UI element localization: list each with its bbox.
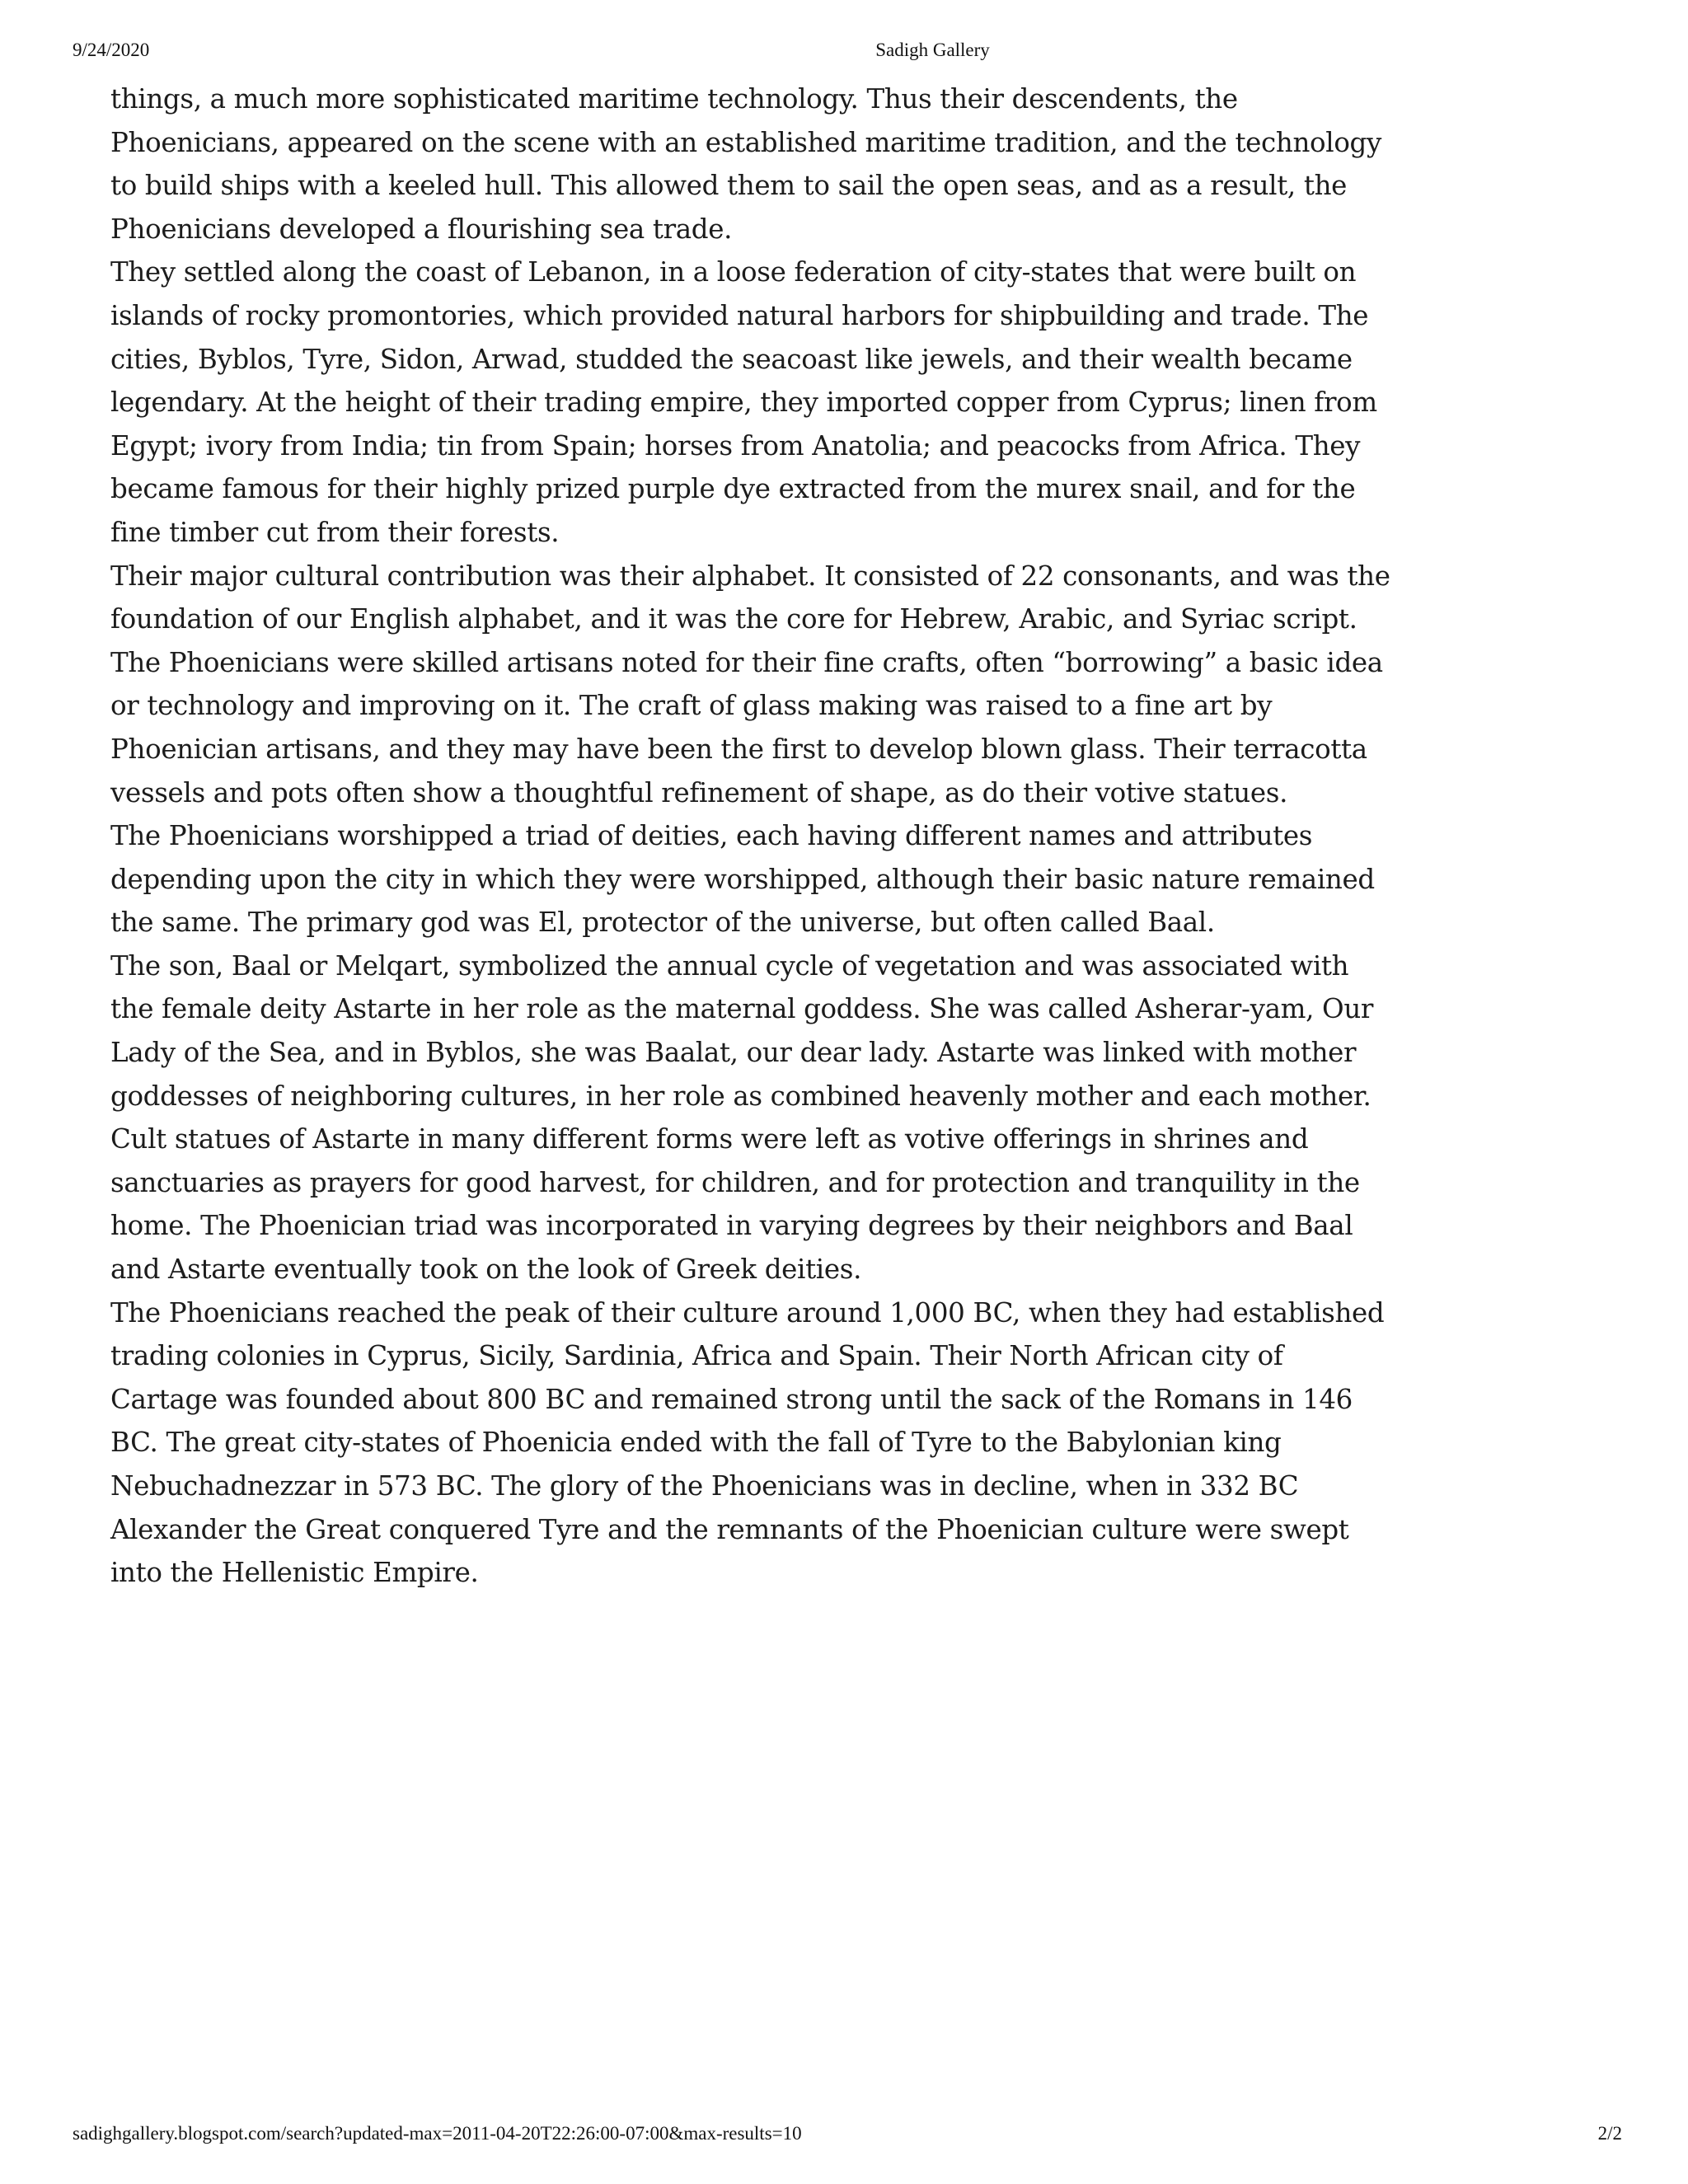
article-paragraph: The Phoenicians were skilled artisans noted for their fine crafts, often “borrowing” a basic idea or technology and improving on it. The craft of glass making was raised to a fine art by Phoenician artisans, and they may have been the first to develop blown glass. Their terracotta vessels and pots often show a thoughtful refinement of shape, as do their votive statues.	[110, 646, 1383, 808]
source-url: sadighgallery.blogspot.com/search?updated-max=2011-04-20T22:26:00-07:00&max-results=10	[73, 2123, 802, 2144]
page-number: 2/2	[1597, 2123, 1622, 2144]
article-paragraph: The son, Baal or Melqart, symbolized the annual cycle of vegetation and was associated with the female deity Astarte in her role as the maternal goddess. She was called Asherar-yam, Our Lady of the Sea, and in Byblos, she was Baalat, our dear lady. Astarte was linked with mother goddesses of neighboring cultures, in her role as combined heavenly mother and each mother. Cult statues of Astarte in many different forms were left as votive offerings in shrines and sanctuaries as prayers for good harvest, for children, and for protection and tranquility in the home. The Phoenician triad was incorporated in varying degrees by their neighbors and Baal and Astarte eventually took on the look of Greek deities.	[110, 949, 1374, 1286]
article-paragraph: The Phoenicians worshipped a triad of deities, each having different names and attributes depending upon the city in which they were worshipped, although their basic nature remained the same. The primary god was El, protector of the universe, but often called Baal.	[110, 820, 1375, 939]
article-paragraph: Their major cultural contribution was their alphabet. It consisted of 22 consonants, and was the foundation of our English alphabet, and it was the core for Hebrew, Arabic, and Syriac script.	[110, 560, 1390, 635]
article-paragraph: things, a much more sophisticated maritime technology. Thus their descendents, the Phoenicians, appeared on the scene with an established maritime tradition, and the technology to build ships with a keeled hull. This allowed them to sail the open seas, and as a result, the Phoenicians developed a flourishing sea trade.	[110, 83, 1382, 245]
article-paragraph: The Phoenicians reached the peak of their culture around 1,000 BC, when they had established trading colonies in Cyprus, Sicily, Sardinia, Africa and Spain. Their North African city of Cartage was founded about 800 BC and remained strong until the sack of the Romans in 146 BC. The great city-states of Phoenicia ended with the fall of Tyre to the Babylonian king Nebuchadnezzar in 573 BC. The glory of the Phoenicians was in decline, when in 332 BC Alexander the Great conquered Tyre and the remnants of the Phoenician culture were swept into the Hellenistic Empire.	[110, 1296, 1385, 1589]
print-date: 9/24/2020	[73, 40, 150, 60]
print-footer	[0, 2123, 1688, 2156]
article-body	[110, 77, 1396, 1595]
article-paragraph: They settled along the coast of Lebanon, in a loose federation of city-states that were built on islands of rocky promontories, which provided natural harbors for shipbuilding and trade. The cities, Byblos, Tyre, Sidon, Arwad, studded the seacoast like jewels, and their wealth became legendary. At the height of their trading empire, they imported copper from Cyprus; linen from Egypt; ivory from India; tin from Spain; horses from Anatolia; and peacocks from Africa. They became famous for their highly prized purple dye extracted from the murex snail, and for the fine timber cut from their forests.	[110, 256, 1377, 548]
page-title: Sadigh Gallery	[875, 40, 990, 60]
print-header	[0, 40, 1688, 73]
